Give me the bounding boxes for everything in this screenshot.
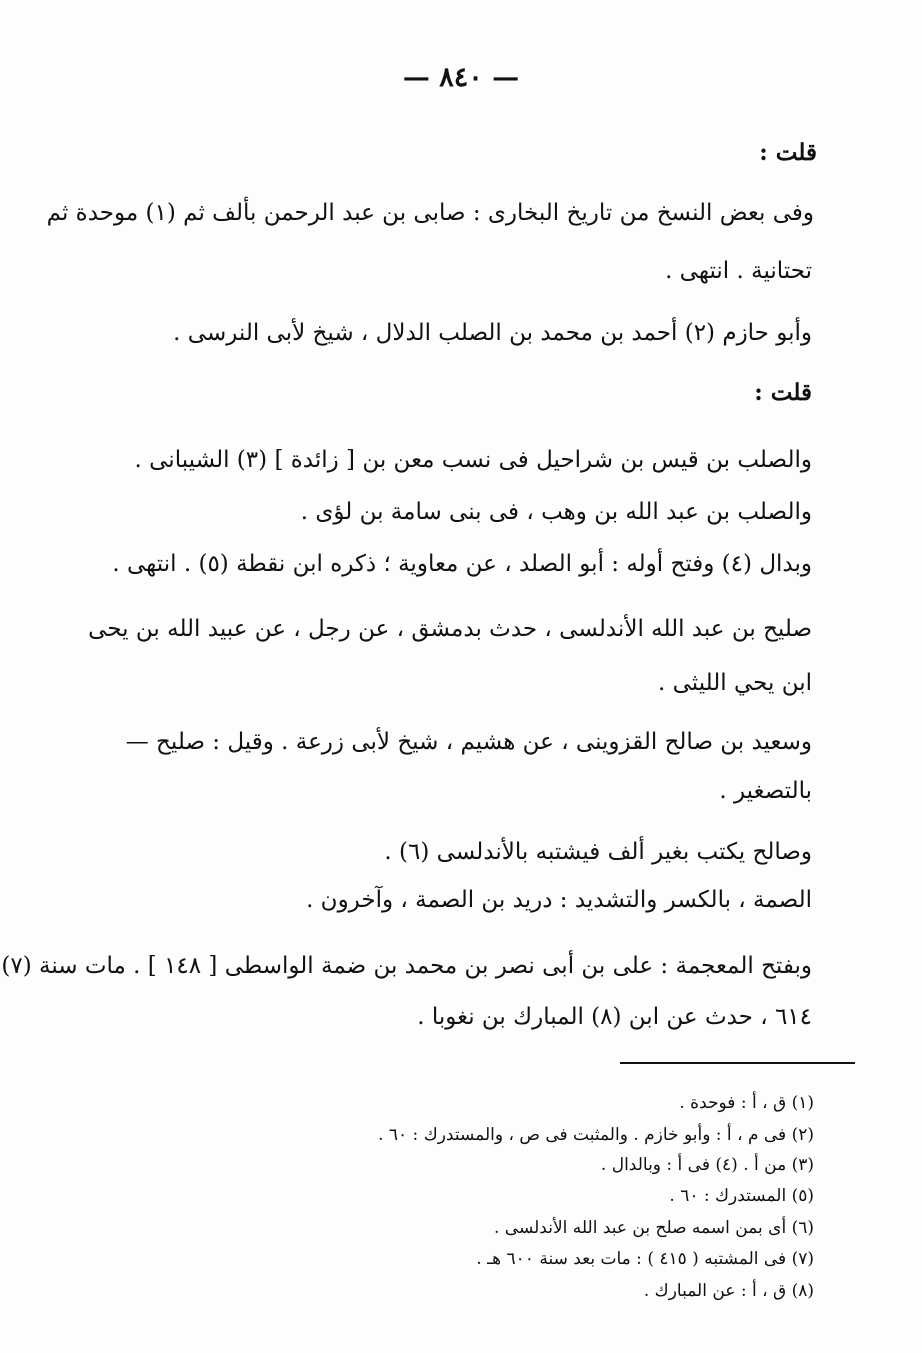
text-line: وبدال (٤) وفتح أوله : أبو الصلد ، عن معاوية ؛ ذكره ابن نقطة (٥) . انتهى . [112,551,812,577]
footnote: (٨) ق ، أ : عن المبارك . [643,1281,814,1301]
footnote: (٥) المستدرك : ٦٠ . [669,1186,814,1206]
text-line: وأبو حازم (٢) أحمد بن محمد بن الصلب الدلال ، شيخ لأبى النرسى . [173,320,812,346]
text-line: الصمة ، بالكسر والتشديد : دريد بن الصمة ، وآخرون . [306,887,812,913]
footnote: (٧) فى المشتبه ( ٤١٥ ) : مات بعد سنة ٦٠٠ هـ . [476,1249,814,1269]
footnote: (٦) أى بمن اسمه صلح بن عبد الله الأندلسى . [493,1218,814,1238]
text-line: بالتصغير . [719,778,812,804]
text-line: قلت : [754,379,812,406]
text-line: صليح بن عبد الله الأندلسى ، حدث بدمشق ، عن رجل ، عن عبيد الله بن يحى [88,616,812,642]
page-number: — ٨٤٠ — [402,62,520,93]
text-line: ابن يحي الليثى . [657,670,812,696]
text-line: تحتانية . انتهى . [665,258,812,284]
footnote-divider [620,1062,855,1064]
text-line: وفى بعض النسخ من تاريخ البخارى : صابى بن عبد الرحمن بألف ثم (١) موحدة ثم [46,200,814,226]
footnote: (١) ق ، أ : فوحدة . [679,1093,814,1113]
text-line: والصلب بن عبد الله بن وهب ، فى بنى سامة بن لؤى . [300,499,812,525]
text-line: وسعيد بن صالح القزوينى ، عن هشيم ، شيخ لأبى زرعة . وقيل : صليح — [125,729,812,755]
footnote: (٢) فى م ، أ : وأبو خازم . والمثبت فى ص ، والمستدرك : ٦٠ . [378,1125,814,1145]
text-line: وصالح يكتب بغير ألف فيشتبه بالأندلسى (٦) . [384,839,812,865]
footnote: (٣) من أ . (٤) فى أ : وبالدال . [600,1155,814,1175]
text-line: وبفتح المعجمة : على بن أبى نصر بن محمد بن ضمة الواسطى [ ١٤٨ ] . مات سنة (٧) [1,953,812,979]
text-line: والصلب بن قيس بن شراحيل فى نسب معن بن [ زائدة ] (٣) الشيبانى . [134,447,812,473]
text-line: ٦١٤ ، حدث عن ابن (٨) المبارك بن نغوبا . [417,1004,812,1030]
text-line: قلت : [759,139,817,166]
